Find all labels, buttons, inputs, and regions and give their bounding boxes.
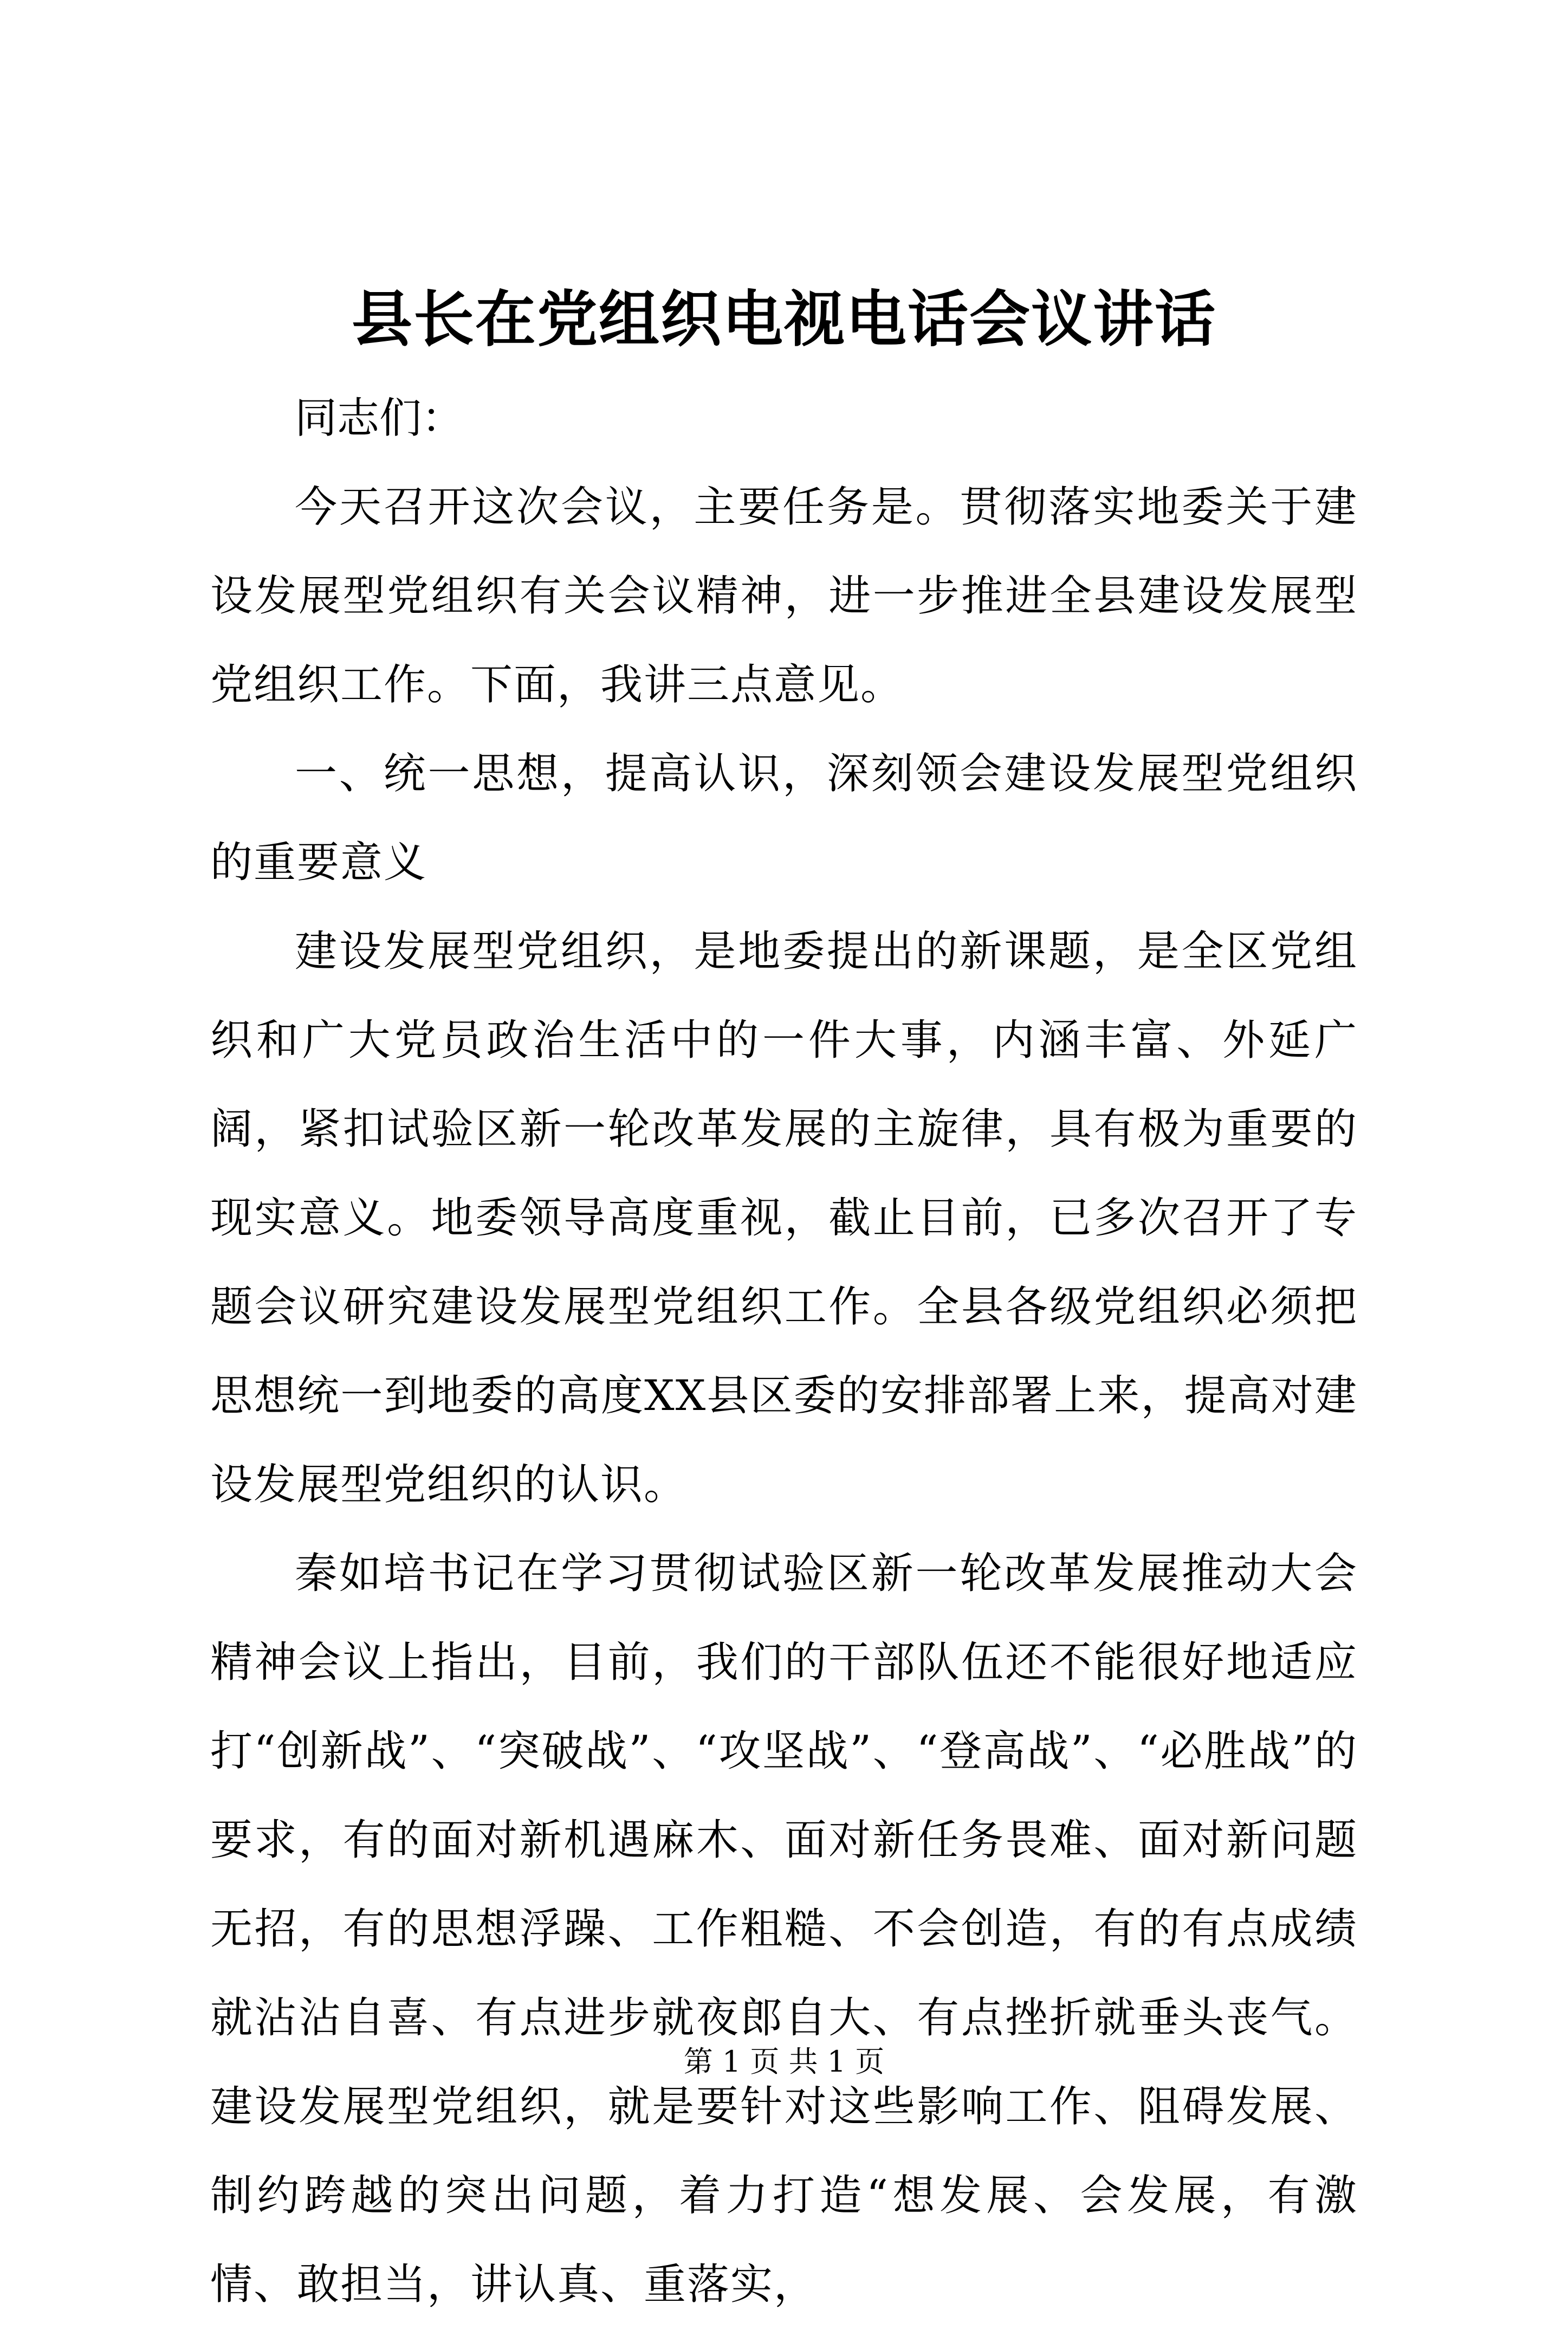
document-title: 县长在党组织电视电话会议讲话 (352, 284, 1216, 355)
paragraph-significance: 建设发展型党组织，是地委提出的新课题，是全区党组织和广大党员政治生活中的一件大事，内涵丰富、外延广阔，紧扣试验区新一轮改革发展的主旋律，具有极为重要的现实意义。地委领导高度重视，截止目前，已多次召开了专题会议研究建设发展型党组织工作。全县各级党组织必须把思想统一到地委的高度XX县区委的安排部署上来，提高对建设发展型党组织的认识。 (210, 927, 1358, 1509)
paragraph-qin-remarks: 秦如培书记在学习贯彻试验区新一轮改革发展推动大会精神会议上指出，目前，我们的干部队伍还不能很好地适应打“创新战”、“突破战”、“攻坚战”、“登高战”、“必胜战”的要求，有的面对新机遇麻木、面对新任务畏难、面对新问题无招，有的思想浮躁、工作粗糙、不会创造，有的有点成绩就沾沾自喜、有点进步就夜郎自大、有点挫折就垂头丧气。建设发展型党组织，就是要针对这些影响工作、阻碍发展、制约跨越的突出问题，着力打造“想发展、会发展，有激情、敢担当，讲认真、重落实， (210, 1549, 1358, 2309)
document-body (210, 374, 1358, 2329)
paragraph-intro: 今天召开这次会议，主要任务是。贯彻落实地委关于建设发展型党组织有关会议精神，进一步推进全县建设发展型党组织工作。下面，我讲三点意见。 (210, 483, 1358, 709)
salutation: 同志们： (295, 394, 464, 443)
section-heading-1: 一、统一思想，提高认识，深刻领会建设发展型党组织的重要意义 (210, 749, 1358, 887)
page-footer: 第 1 页 共 1 页 (683, 2045, 885, 2079)
